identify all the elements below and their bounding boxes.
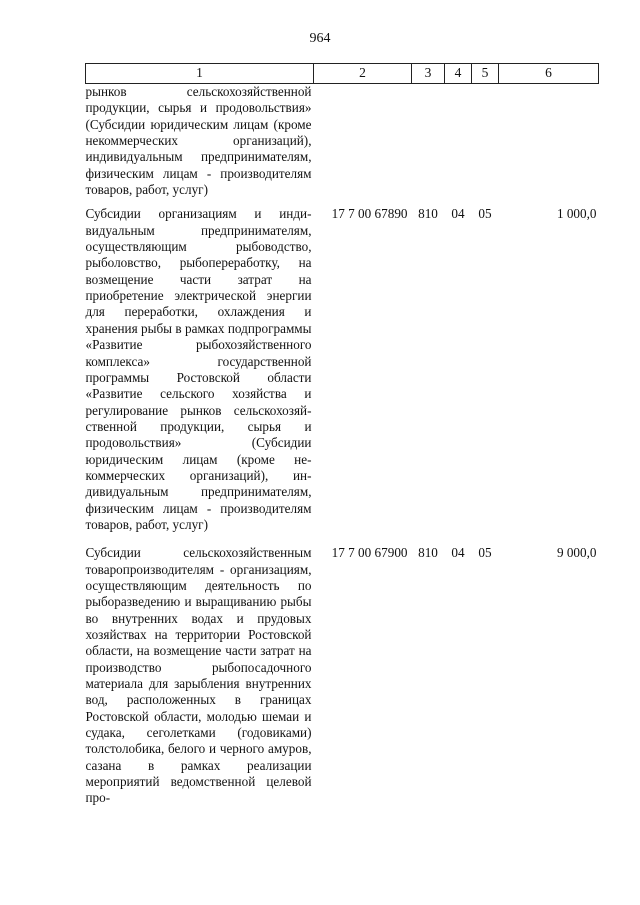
row-subsection: 05 <box>478 206 492 222</box>
page-number: 964 <box>309 31 331 46</box>
row-target-code <box>314 84 412 199</box>
row-section: 04 <box>451 545 465 561</box>
row-target-code: 17 7 00 67900 <box>331 545 408 561</box>
column-header-2: 2 <box>314 64 412 84</box>
column-header-4: 4 <box>445 64 472 84</box>
row-subsection <box>472 84 499 199</box>
row-description: рынков сельскохозяйственной продукции, сырья и продовольствия» (Субсидии юридическим лицам (кроме некоммерческих организаций), индивидуальным предпринимателям, физическим лицам - производителям товаров, работ, услуг) <box>85 84 312 198</box>
column-header-5: 5 <box>472 64 499 84</box>
row-section <box>445 84 472 199</box>
row-section: 04 <box>451 206 465 222</box>
row-description: Субсидии организациям и индивидуальным предпринимателям, осуществляющим рыбоводство, рыболовство, рыбопереработку, на возмещение части затрат на приобретение электрической энергии для переработки, охлаждения и хранения рыбы в рамках подпрограммы «Развитие рыбохозяйственного комплекса» государственной программы Ростовской области «Развитие сельского хозяйства и регулирование рынков сельскохозяйственной продукции, сырья и продовольствия» (Субсидии юридическим лицам (кроме некоммерческих организаций), индивидуальным предпринимателям, физическим лицам - производителям товаров, работ, услуг) <box>85 206 312 532</box>
row-subsection: 05 <box>478 545 492 561</box>
row-description: Субсидии сельскохозяйственным товаропроизводителям - организациям, осуществляющим деятельность по рыборазведению и выращиванию рыбы во внутренних водах и прудовых хозяйствах на территории Ростовской области, на возмещение части затрат на производство рыбопосадочного материала для зарыбления внутренних вод, расположенных в границах Ростовской области, молодью шемаи и судака, сеголетками (годовиками) толстолобика, белого и черного амуров, сазана в рамках реализации мероприятий ведомственной целевой про- <box>85 545 312 806</box>
table-row <box>86 537 599 807</box>
row-amount: 9 000,0 <box>556 545 597 561</box>
row-expense-type <box>412 84 445 199</box>
column-header-1: 1 <box>86 64 314 84</box>
column-header-3: 3 <box>412 64 445 84</box>
column-header-6: 6 <box>499 64 599 84</box>
row-expense-type: 810 <box>418 206 438 222</box>
budget-table <box>85 63 599 807</box>
table-row <box>86 84 599 199</box>
row-amount <box>499 84 599 199</box>
row-amount: 1 000,0 <box>556 206 597 222</box>
row-expense-type: 810 <box>418 545 438 561</box>
row-target-code: 17 7 00 67890 <box>331 206 408 222</box>
table-header-row <box>86 64 599 84</box>
table-row <box>86 198 599 537</box>
